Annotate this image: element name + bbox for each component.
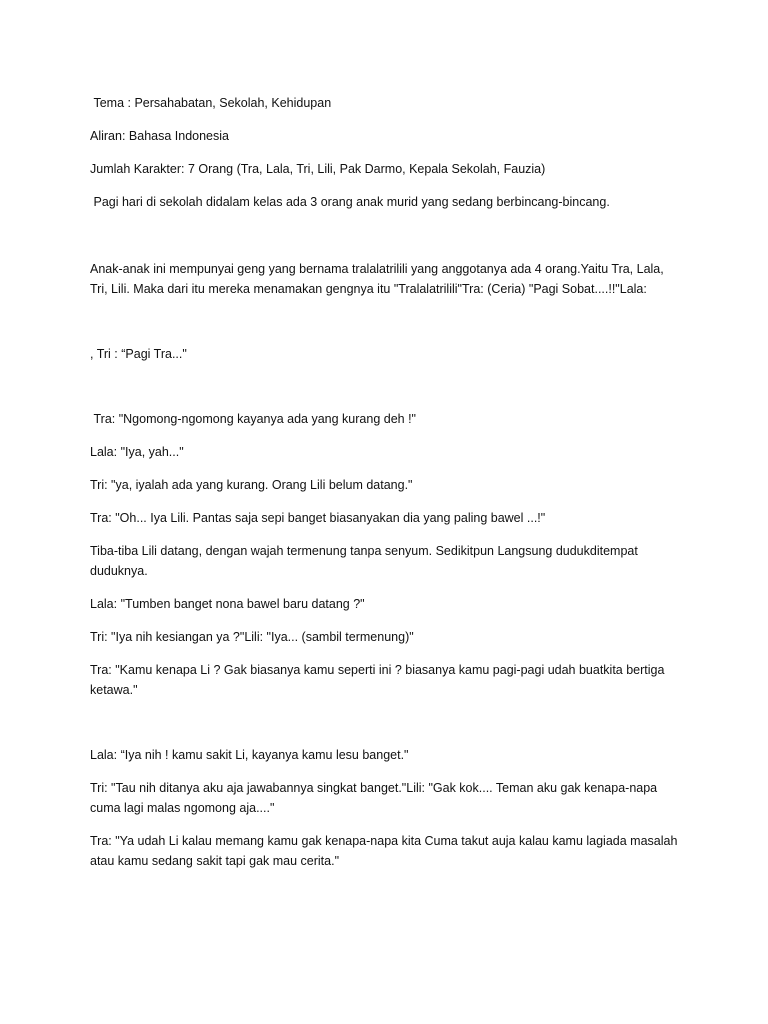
dialogue-line: Tra: "Ngomong-ngomong kayanya ada yang kurang deh !": [90, 412, 416, 426]
dialogue-line: Lala: “Iya nih ! kamu sakit Li, kayanya kamu lesu banget.": [90, 748, 409, 762]
opening-scene-paragraph: Pagi hari di sekolah didalam kelas ada 3 orang anak murid yang sedang berbincang-bincang.: [90, 195, 610, 209]
dialogue-line: Tri: "ya, iyalah ada yang kurang. Orang Lili belum datang.": [90, 478, 413, 492]
dialogue-line: Lala: "Tumben banget nona bawel baru datang ?": [90, 597, 365, 611]
dialogue-paragraph: Tra: "Kamu kenapa Li ? Gak biasanya kamu seperti ini ? biasanya kamu pagi-pagi udah buatkita bertiga ketawa.": [90, 663, 665, 697]
dialogue-line: Tri: "Iya nih kesiangan ya ?"Lili: "Iya... (sambil termenung)": [90, 630, 414, 644]
dialogue-line: Lala: "Iya, yah...": [90, 445, 184, 459]
character-count-line: Jumlah Karakter: 7 Orang (Tra, Lala, Tri, Lili, Pak Darmo, Kepala Sekolah, Fauzia): [90, 162, 546, 176]
dialogue-line: , Tri : “Pagi Tra...": [90, 347, 187, 361]
dialogue-paragraph: Tri: "Tau nih ditanya aku aja jawabannya singkat banget."Lili: "Gak kok.... Teman aku gak kenapa-napa cuma lagi malas ngomong aja....": [90, 781, 658, 815]
dialogue-line: Tra: "Oh... Iya Lili. Pantas saja sepi banget biasanyakan dia yang paling bawel ...!": [90, 511, 546, 525]
theme-line: Tema : Persahabatan, Sekolah, Kehidupan: [90, 96, 332, 110]
dialogue-paragraph: Tra: "Ya udah Li kalau memang kamu gak kenapa-napa kita Cuma takut auja kalau kamu lagiada masalah atau kamu sedang sakit tapi gak mau cerita.": [90, 834, 678, 868]
gang-intro-paragraph: Anak-anak ini mempunyai geng yang bernama tralalatrilili yang anggotanya ada 4 orang.Yaitu Tra, Lala, Tri, Lili. Maka dari itu mereka menamakan gengnya itu "Tralalatrilili"Tra: (Ceria) "Pagi Sobat....!!"Lala:: [90, 262, 664, 296]
narration-paragraph: Tiba-tiba Lili datang, dengan wajah termenung tanpa senyum. Sedikitpun Langsung dudukditempat duduknya.: [90, 544, 638, 578]
genre-line: Aliran: Bahasa Indonesia: [90, 129, 229, 143]
